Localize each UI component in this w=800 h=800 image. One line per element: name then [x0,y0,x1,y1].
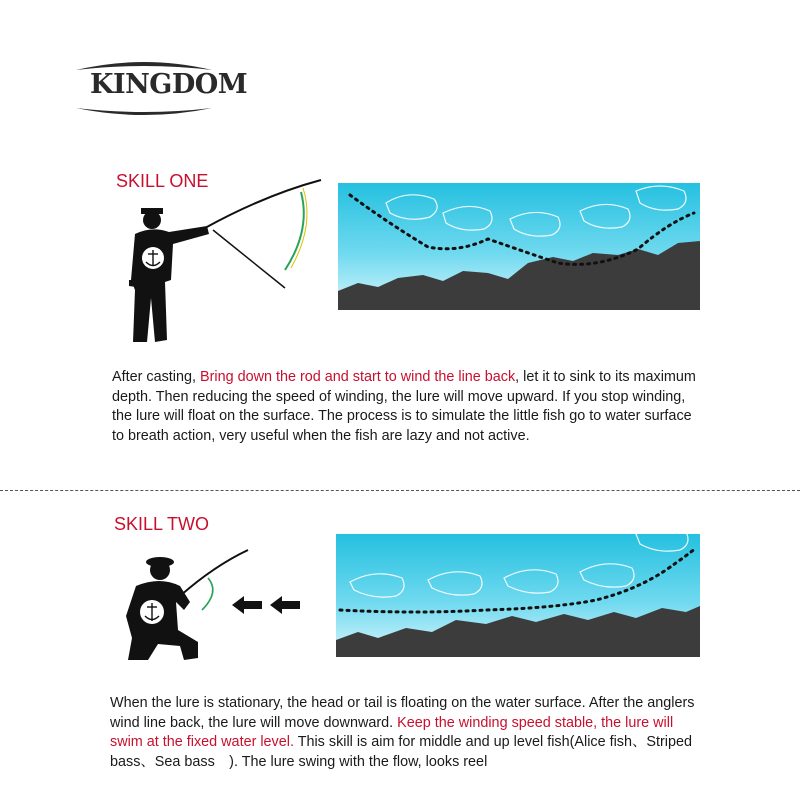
skill-two-desc-part1: When the lure is stationary, the head or tail is floating on the water surface. After the anglers wind line back, the lure will move downward. [110,695,695,731]
skill-two-desc-highlight: Keep the winding speed stable, the lure will swim at the fixed water level. [110,714,674,750]
left-arrow-icon [232,596,300,614]
direction-arrows [230,592,305,618]
skill-one-desc-part1: After casting, [112,369,200,385]
skill-two-title: SKILL TWO [114,514,210,534]
standing-angler-icon [125,170,325,350]
skill-two-description [110,694,702,772]
skill-one-water-scene [338,183,700,310]
skill-two-water-scene [336,520,700,657]
skill-two-desc-part2: This skill is aim for middle and up level fish(Alice fish、Striped bass、Sea bass ). The lure swing with the flow, looks reel [110,734,692,770]
section-divider [0,490,800,491]
skill-one-description [112,368,702,446]
brand-logo [72,58,248,118]
skill-one-desc-part2: , let it to sink to its maximum depth. Then reducing the speed of winding, the lure will move upward. If you stop winding, the lure will float on the surface. The process is to simulate the little fish go to water surface to breath action, very useful when the fish are lazy and not active. [112,369,696,444]
logo-text: KINGDOM [90,69,248,100]
skill-one-title: SKILL ONE [116,171,209,191]
skill-one-desc-highlight: Bring down the rod and start to wind the line back [199,369,516,385]
